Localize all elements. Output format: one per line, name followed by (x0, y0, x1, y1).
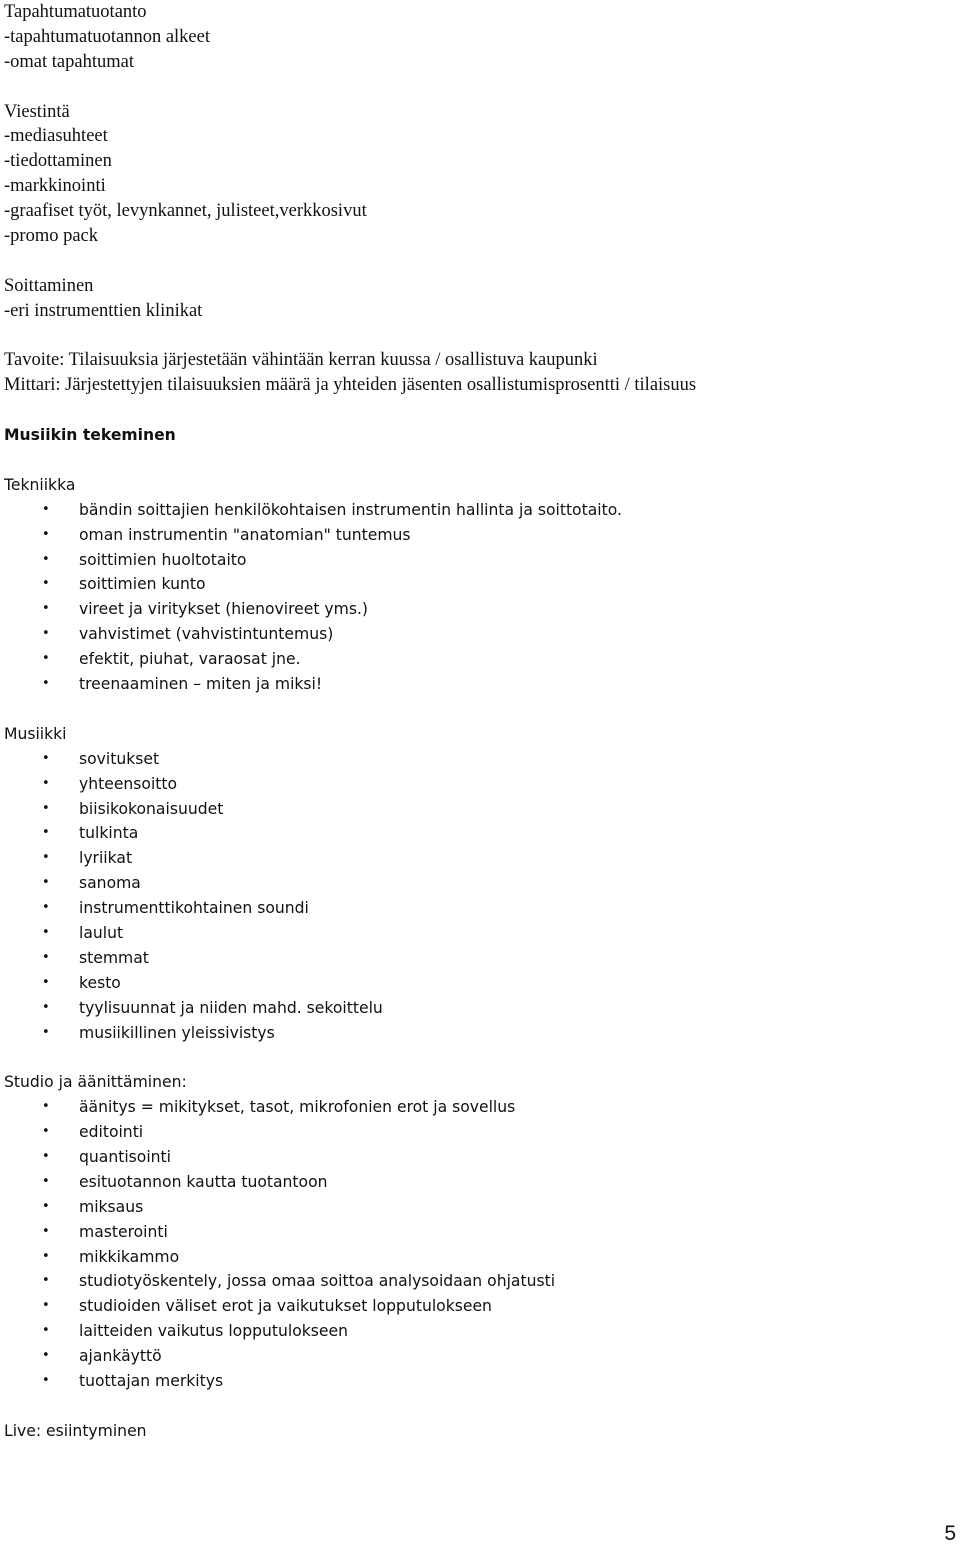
list-item (4, 896, 944, 921)
list-item-text: esituotannon kautta tuotantoon (79, 1172, 328, 1191)
list-item-text: vahvistimet (vahvistintuntemus) (79, 625, 334, 644)
list-item (4, 672, 944, 697)
bullet-icon: • (42, 1372, 50, 1388)
bullet-icon: • (42, 1099, 50, 1115)
main-heading: Musiikin tekeminen (4, 426, 176, 445)
bullet-icon: • (42, 651, 50, 667)
list-item-text: miksaus (79, 1197, 144, 1216)
bullet-icon: • (42, 1298, 50, 1314)
spacer (4, 448, 944, 473)
list-item (4, 1021, 944, 1046)
list-item-text: instrumenttikohtainen soundi (79, 899, 309, 918)
list-item-text: sanoma (79, 874, 141, 893)
list-item-text: soittimien kunto (79, 575, 206, 594)
list-item (4, 548, 944, 573)
section-heading-tekniikka: Tekniikka (4, 475, 76, 494)
bullet-icon: • (42, 775, 50, 791)
list-item (4, 1245, 944, 1270)
list-item-text: masterointi (79, 1222, 168, 1241)
list-item (4, 1269, 944, 1294)
list-item-text: bändin soittajien henkilökohtaisen instrumentin hallinta ja soittotaito. (79, 500, 622, 519)
list-item-text: editointi (79, 1123, 144, 1142)
bullet-icon: • (42, 551, 50, 567)
spacer (4, 1394, 944, 1419)
list-item (4, 996, 944, 1021)
bullet-icon: • (42, 526, 50, 542)
list-item-text: mikkikammo (79, 1247, 180, 1266)
spacer (4, 697, 944, 722)
list-item-text: efektit, piuhat, varaosat jne. (79, 650, 301, 669)
list-item-text: musiikillinen yleissivistys (79, 1023, 275, 1042)
list-item (4, 1170, 944, 1195)
list-item (4, 622, 944, 647)
section-heading-live: Live: esiintyminen (4, 1421, 147, 1440)
list-item (4, 921, 944, 946)
list-item (4, 747, 944, 772)
list-item-text: lyriikat (79, 849, 133, 868)
list-item-text: yhteensoitto (79, 774, 178, 793)
list-item (4, 1120, 944, 1145)
text-line: -omat tapahtumat (4, 51, 134, 72)
bullet-icon: • (42, 1198, 50, 1214)
spacer (4, 1045, 944, 1070)
bullet-icon: • (42, 576, 50, 592)
text-line: -eri instrumenttien klinikat (4, 300, 203, 321)
bullet-icon: • (42, 924, 50, 940)
list-item (4, 1220, 944, 1245)
bullet-icon: • (42, 626, 50, 642)
bullet-icon: • (42, 999, 50, 1015)
list-item (4, 1344, 944, 1369)
document-page (4, 0, 944, 1444)
list-item (4, 572, 944, 597)
list-item (4, 1195, 944, 1220)
bullet-icon: • (42, 949, 50, 965)
section-heading-musiikki: Musiikki (4, 724, 67, 743)
list-item (4, 846, 944, 871)
section-heading-tapahtumatuotanto: Tapahtumatuotanto (4, 2, 147, 22)
section-heading-viestinta: Viestintä (4, 101, 70, 122)
list-item (4, 821, 944, 846)
section-heading-soittaminen: Soittaminen (4, 275, 94, 296)
spacer (4, 75, 944, 100)
bullet-icon: • (42, 750, 50, 766)
list-item-text: soittimien huoltotaito (79, 550, 247, 569)
list-item (4, 772, 944, 797)
list-item-text: studioiden väliset erot ja vaikutukset lopputulokseen (79, 1297, 492, 1316)
bullet-icon: • (42, 1173, 50, 1189)
text-line: -promo pack (4, 226, 99, 247)
list-item-text: äänitys = mikitykset, tasot, mikrofonien erot ja sovellus (79, 1098, 516, 1117)
list-item (4, 1319, 944, 1344)
list-item-text: vireet ja viritykset (hienovireet yms.) (79, 600, 368, 619)
bullet-icon: • (42, 974, 50, 990)
list-item-text: tulkinta (79, 824, 139, 843)
bullet-list-musiikki (4, 747, 944, 1046)
list-item (4, 971, 944, 996)
bullet-icon: • (42, 1024, 50, 1040)
section-heading-studio: Studio ja äänittäminen: (4, 1073, 187, 1092)
spacer (4, 324, 944, 349)
list-item-text: tuottajan merkitys (79, 1371, 224, 1390)
goal-text: Tavoite: Tilaisuuksia järjestetään vähintään kerran kuussa / osallistuva kaupunki (4, 350, 598, 371)
bullet-icon: • (42, 850, 50, 866)
bullet-icon: • (42, 676, 50, 692)
list-item (4, 1369, 944, 1394)
list-item (4, 871, 944, 896)
list-item-text: sovitukset (79, 749, 160, 768)
list-item-text: stemmat (79, 948, 149, 967)
bullet-icon: • (42, 1248, 50, 1264)
bullet-icon: • (42, 825, 50, 841)
bullet-list-tekniikka (4, 498, 944, 697)
list-item (4, 523, 944, 548)
text-line: -graafiset työt, levynkannet, julisteet,verkkosivut (4, 201, 367, 222)
list-item (4, 597, 944, 622)
list-item (4, 1145, 944, 1170)
list-item-text: kesto (79, 973, 121, 992)
list-item-text: studiotyöskentely, jossa omaa soittoa analysoidaan ohjatusti (79, 1272, 556, 1291)
list-item-text: biisikokonaisuudet (79, 799, 224, 818)
bullet-icon: • (42, 601, 50, 617)
bullet-icon: • (42, 1348, 50, 1364)
list-item-text: ajankäyttö (79, 1347, 162, 1366)
bullet-icon: • (42, 1323, 50, 1339)
text-line: -tapahtumatuotannon alkeet (4, 26, 210, 47)
list-item (4, 797, 944, 822)
list-item-text: laulut (79, 923, 124, 942)
list-item-text: laitteiden vaikutus lopputulokseen (79, 1322, 348, 1341)
list-item (4, 1095, 944, 1120)
list-item-text: treenaaminen – miten ja miksi! (79, 675, 323, 694)
list-item-text: quantisointi (79, 1147, 171, 1166)
metric-text: Mittari: Järjestettyjen tilaisuuksien määrä ja yhteiden jäsenten osallistumisprosentti / tilaisuus (4, 375, 697, 396)
spacer (4, 398, 944, 423)
text-line: -mediasuhteet (4, 126, 108, 147)
text-line: -markkinointi (4, 176, 106, 197)
list-item (4, 1294, 944, 1319)
text-line: -tiedottaminen (4, 151, 112, 172)
bullet-icon: • (42, 501, 50, 517)
bullet-icon: • (42, 800, 50, 816)
list-item-text: tyylisuunnat ja niiden mahd. sekoittelu (79, 998, 383, 1017)
bullet-list-studio (4, 1095, 944, 1394)
list-item-text: oman instrumentin "anatomian" tuntemus (79, 525, 411, 544)
page-number: 5 (944, 1522, 956, 1545)
bullet-icon: • (42, 1148, 50, 1164)
spacer (4, 249, 944, 274)
list-item (4, 647, 944, 672)
bullet-icon: • (42, 900, 50, 916)
bullet-icon: • (42, 875, 50, 891)
list-item (4, 498, 944, 523)
bullet-icon: • (42, 1124, 50, 1140)
bullet-icon: • (42, 1273, 50, 1289)
list-item (4, 946, 944, 971)
bullet-icon: • (42, 1223, 50, 1239)
